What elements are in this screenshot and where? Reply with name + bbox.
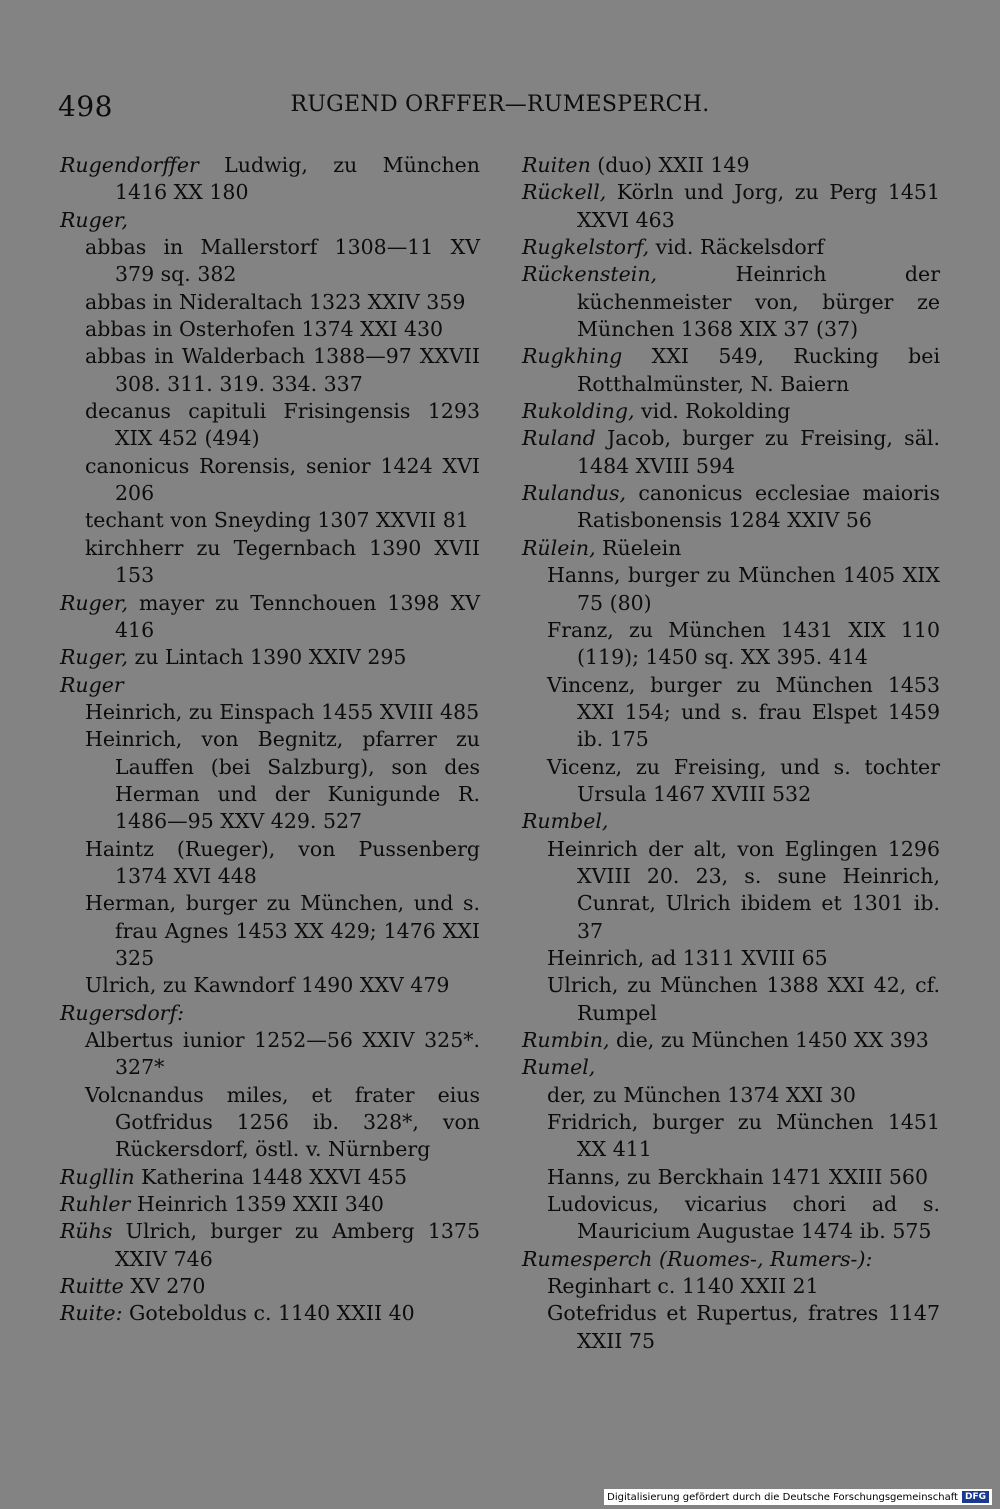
entry-text: Hanns, burger zu München 1405 XIX 75 (80)	[547, 563, 940, 615]
entry-text: Heinrich, ad 1311 XVIII 65	[547, 945, 828, 970]
entry-text: Franz, zu München 1431 XIX 110 (119); 1450 sq. XX 395. 414	[547, 617, 940, 670]
index-entry	[522, 562, 940, 617]
index-entry	[522, 972, 940, 1027]
index-entry	[522, 480, 940, 535]
index-entry	[522, 535, 940, 562]
entry-keyword: Rumel,	[522, 1055, 596, 1080]
entry-keyword: Ruger,	[60, 207, 128, 232]
entry-keyword: Rugkhing	[522, 344, 623, 369]
entry-text: decanus capituli Frisingensis 1293 XIX 452 (494)	[85, 399, 480, 451]
entry-text: kirchherr zu Tegernbach 1390 XVII 153	[85, 535, 480, 588]
index-entry	[60, 1273, 480, 1300]
index-entry	[60, 1082, 480, 1164]
index-entry	[522, 398, 940, 425]
entry-text: Hanns, zu Berckhain 1471 XXIII 560	[547, 1164, 928, 1189]
entry-text: Katherina 1448 XXVI 455	[134, 1164, 407, 1189]
index-entry	[60, 1218, 480, 1273]
entry-text: Gotefridus et Rupertus, fratres 1147 XXII 75	[547, 1301, 940, 1353]
index-entry	[522, 1054, 940, 1081]
entry-keyword: Ruger	[60, 672, 124, 697]
index-entry	[60, 1027, 480, 1082]
running-head: RUGEND ORFFER—RUMESPERCH.	[290, 92, 710, 117]
entry-text: Goteboldus c. 1140 XXII 40	[122, 1301, 415, 1326]
index-entry	[60, 644, 480, 671]
entry-keyword: Ruiten	[522, 153, 591, 177]
index-entry	[522, 836, 940, 945]
entry-keyword: Rühs	[60, 1219, 113, 1244]
index-entry	[60, 972, 480, 999]
index-entry	[522, 234, 940, 261]
entry-text: XXI 549, Rucking bei Rotthalmünster, N. Baiern	[577, 344, 940, 396]
index-entry	[60, 507, 480, 534]
index-entry	[522, 1082, 940, 1109]
entry-keyword: Ruite:	[60, 1301, 123, 1326]
entry-keyword: Rugkelstorf,	[522, 235, 650, 260]
entry-text: mayer zu Tennchouen 1398 XV 416	[115, 590, 480, 642]
index-entry	[522, 261, 940, 343]
entry-text: Ulrich, zu Kawndorf 1490 XXV 479	[85, 973, 450, 998]
entry-keyword: Ruger,	[60, 645, 128, 670]
entry-text: vid. Räckelsdorf	[649, 235, 825, 260]
index-entry	[60, 1300, 480, 1327]
index-entry	[522, 617, 940, 672]
entry-text: Ludovicus, vicarius chori ad s. Mauricium Augustae 1474 ib. 575	[547, 1192, 940, 1244]
index-entry	[60, 726, 480, 835]
entry-text: Heinrich, von Begnitz, pfarrer zu Lauffen (bei Salzburg), son des Herman und der Kunigunde R. 1486—95 XXV 429. 527	[85, 727, 480, 834]
entry-text: abbas in Mallerstorf 1308—11 XV 379 sq. 382	[85, 235, 480, 287]
index-entry	[60, 234, 480, 289]
dfg-logo: DFG	[962, 1491, 989, 1503]
index-entry	[60, 699, 480, 726]
index-entry	[60, 672, 480, 699]
index-entry	[60, 289, 480, 316]
entry-text: Heinrich 1359 XXII 340	[130, 1192, 384, 1217]
entry-text: Volcnandus miles, et frater eius Gotfridus 1256 ib. 328*, von Rückersdorf, östl. v. Nürnberg	[85, 1082, 480, 1162]
index-entry	[522, 425, 940, 480]
entry-keyword: Rulandus,	[522, 481, 626, 506]
index-entry	[60, 590, 480, 645]
index-entry	[522, 1273, 940, 1300]
right-column	[522, 152, 940, 1355]
dfg-footer	[604, 1489, 992, 1505]
entry-text: Rüelein	[595, 535, 682, 560]
index-entry	[60, 890, 480, 972]
index-entry	[60, 343, 480, 398]
index-entry	[522, 152, 940, 179]
entry-keyword: Rülein,	[522, 535, 596, 560]
entry-text: Ludwig, zu München 1416 XX 180	[115, 153, 480, 205]
entry-keyword: Rugendorffer	[60, 153, 199, 177]
entry-text: Vincenz, burger zu München 1453 XXI 154; und s. frau Elspet 1459 ib. 175	[547, 672, 940, 752]
entry-text: zu Lintach 1390 XXIV 295	[127, 645, 407, 670]
entry-keyword: Rugersdorf:	[60, 1000, 184, 1025]
entry-text: Heinrich, zu Einspach 1455 XVIII 485	[85, 699, 480, 724]
entry-text: techant von Sneyding 1307 XXVII 81	[85, 508, 469, 533]
entry-text: Heinrich der alt, von Eglingen 1296 XVIII 20. 23, s. sune Heinrich, Cunrat, Ulrich ibidem et 1301 ib. 37	[547, 836, 940, 943]
entry-text: abbas in Osterhofen 1374 XXI 430	[85, 317, 444, 342]
index-entry	[522, 672, 940, 754]
entry-keyword: Rückell,	[522, 180, 607, 205]
entry-keyword: Ruland	[522, 426, 596, 451]
entry-text: canonicus ecclesiae maioris Ratisbonensis 1284 XXIV 56	[577, 481, 940, 533]
index-entry	[522, 179, 940, 234]
entry-keyword: Ruhler	[60, 1192, 131, 1217]
entry-text: Jacob, burger zu Freising, säl. 1484 XVIII 594	[577, 426, 940, 478]
entry-keyword: Rukolding,	[522, 399, 635, 424]
entry-text: Herman, burger zu München, und s. frau Agnes 1453 XX 429; 1476 XXI 325	[85, 891, 480, 970]
entry-keyword: Rugllin	[60, 1164, 135, 1189]
entry-keyword: Ruitte	[60, 1274, 124, 1299]
index-entry	[522, 1191, 940, 1246]
entry-text: Reginhart c. 1140 XXII 21	[547, 1274, 819, 1299]
index-entry	[522, 754, 940, 809]
entry-text: Fridrich, burger zu München 1451 XX 411	[547, 1110, 940, 1162]
index-entry	[522, 1109, 940, 1164]
entry-text: die, zu München 1450 XX 393	[609, 1028, 929, 1052]
entry-text: XV 270	[123, 1274, 206, 1299]
entry-keyword: Rumbel,	[522, 809, 609, 834]
index-entry	[60, 398, 480, 453]
entry-text: abbas in Walderbach 1388—97 XXVII 308. 311. 319. 334. 337	[85, 344, 480, 396]
index-entry	[522, 1164, 940, 1191]
left-column	[60, 152, 480, 1328]
entry-text: Albertus iunior 1252—56 XXIV 325*. 327*	[85, 1028, 480, 1080]
index-entry	[522, 808, 940, 835]
index-entry	[522, 1246, 940, 1273]
entry-text: Ulrich, burger zu Amberg 1375 XXIV 746	[112, 1219, 480, 1271]
index-entry	[522, 1027, 940, 1054]
entry-keyword: Ruger,	[60, 590, 128, 615]
entry-text: Vicenz, zu Freising, und s. tochter Ursula 1467 XVIII 532	[547, 754, 940, 806]
index-entry	[60, 1164, 480, 1191]
index-entry	[60, 316, 480, 343]
index-entry	[522, 343, 940, 398]
entry-text: (duo) XXII 149	[590, 153, 750, 177]
index-entry	[522, 1300, 940, 1355]
entry-text: Ulrich, zu München 1388 XXI 42, cf. Rumpel	[547, 973, 940, 1025]
entry-text: abbas in Nideraltach 1323 XXIV 359	[85, 289, 466, 314]
page-number: 498	[58, 90, 113, 123]
entry-text: canonicus Rorensis, senior 1424 XVI 206	[85, 453, 480, 506]
index-entry	[522, 945, 940, 972]
footer-text: Digitalisierung gefördert durch die Deutsche Forschungsgemeinschaft	[607, 1491, 958, 1503]
index-entry	[60, 1191, 480, 1218]
entry-keyword: Rückenstein,	[522, 262, 658, 287]
entry-text: der, zu München 1374 XXI 30	[547, 1082, 856, 1107]
entry-text: Heinrich der küchenmeister von, bürger ze München 1368 XIX 37 (37)	[577, 262, 940, 342]
entry-keyword: Rumbin,	[522, 1028, 610, 1052]
index-entry	[60, 1000, 480, 1027]
entry-keyword: Rumesperch (Ruomes-, Rumers-):	[522, 1246, 873, 1271]
entry-text: Haintz (Rueger), von Pussenberg 1374 XVI 448	[85, 836, 480, 888]
index-entry	[60, 535, 480, 590]
index-entry	[60, 207, 480, 234]
entry-text: Körln und Jorg, zu Perg 1451 XXVI 463	[577, 180, 940, 232]
index-entry	[60, 453, 480, 508]
entry-text: vid. Rokolding	[634, 399, 791, 424]
index-entry	[60, 152, 480, 207]
index-entry	[60, 836, 480, 891]
